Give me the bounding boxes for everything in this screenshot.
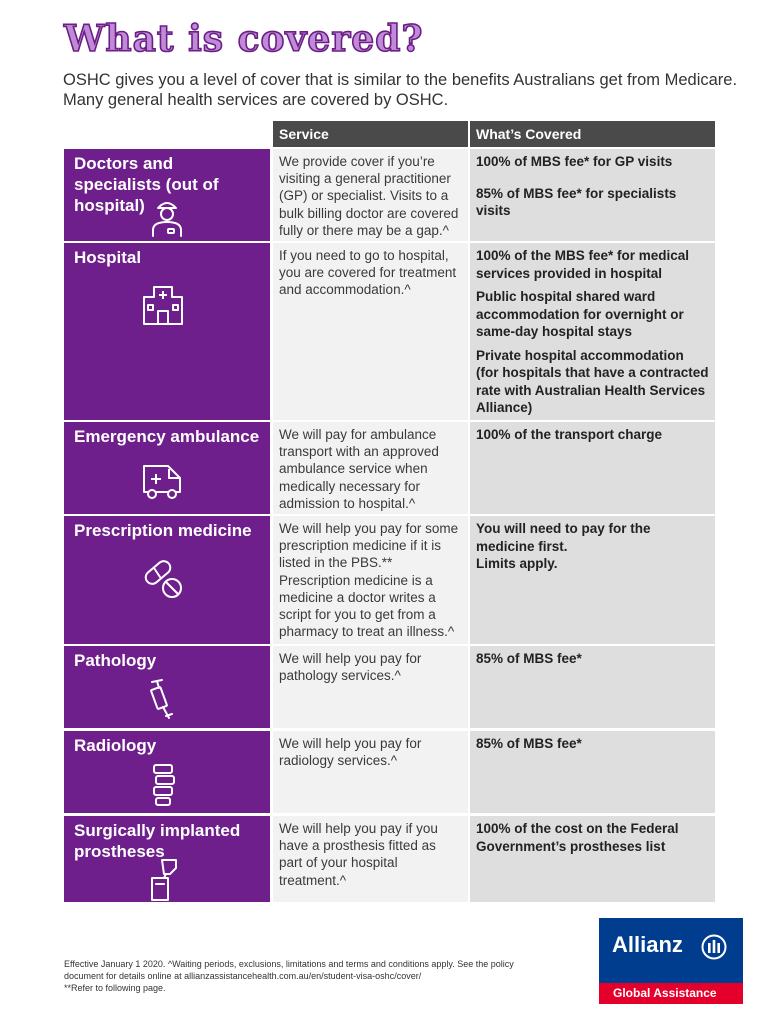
covered-item: You will need to pay for the medicine first. bbox=[476, 521, 651, 554]
service-cell: We will help you pay for radiology services.^ bbox=[273, 731, 468, 813]
covered-item: Private hospital accommodation (for hospitals that have a contracted rate with Australian Health Services Alliance) bbox=[476, 347, 709, 415]
intro-line-1: OSHC gives you a level of cover that is similar to the benefits Australians get from Medicare. bbox=[63, 71, 738, 89]
table-row bbox=[64, 149, 715, 241]
covered-item: 85% of MBS fee* bbox=[476, 651, 582, 666]
intro-line-2: Many general health services are covered by OSHC. bbox=[63, 91, 449, 109]
category-surgically-implanted-prostheses: Surgically implanted prostheses bbox=[74, 821, 241, 861]
category-cell bbox=[64, 731, 270, 813]
covered-cell bbox=[470, 243, 715, 420]
covered-cell bbox=[470, 731, 715, 813]
logo-tagline: Global Assistance bbox=[599, 983, 743, 1004]
allianz-eagle-icon bbox=[701, 934, 727, 960]
logo-name: Allianz bbox=[612, 932, 683, 957]
category-cell bbox=[64, 816, 270, 902]
covered-item: 100% of MBS fee* for GP visits bbox=[476, 154, 673, 169]
category-prescription-medicine: Prescription medicine bbox=[74, 521, 252, 540]
covered-item: 85% of MBS fee* bbox=[476, 736, 582, 751]
covered-cell bbox=[470, 422, 715, 514]
category-cell bbox=[64, 149, 270, 241]
category-cell bbox=[64, 516, 270, 644]
covered-item: 100% of the cost on the Federal Government’s prostheses list bbox=[476, 821, 679, 854]
category-cell bbox=[64, 243, 270, 420]
category-radiology: Radiology bbox=[74, 736, 157, 755]
doctor-icon bbox=[144, 193, 190, 239]
covered-cell bbox=[470, 816, 715, 902]
category-cell bbox=[64, 422, 270, 514]
covered-item: Public hospital shared ward accommodation for overnight or same-day hospital stays bbox=[476, 289, 684, 339]
service-cell: We will help you pay for pathology services.^ bbox=[273, 646, 468, 728]
syringe-icon bbox=[142, 676, 188, 722]
footnote-line-2: **Refer to following page. bbox=[64, 983, 166, 993]
covered-cell bbox=[470, 646, 715, 728]
covered-item: 100% of the transport charge bbox=[476, 427, 663, 442]
table-row bbox=[64, 243, 715, 420]
footnote-line-1: Effective January 1 2020. ^Waiting periods, exclusions, limitations and terms and conditions apply. See the policy document for details online at allianzassistancehealth.com.au/en/student-visa-oshc/cover/ bbox=[64, 959, 514, 981]
header-service: Service bbox=[273, 121, 468, 147]
table-row bbox=[64, 646, 715, 728]
category-hospital: Hospital bbox=[74, 248, 142, 267]
category-emergency-ambulance: Emergency ambulance bbox=[74, 427, 260, 446]
service-cell: We provide cover if you’re visiting a general practitioner (GP) or specialist. Visits to a bulk billing doctor are covered fully or there may be a gap.^ bbox=[273, 149, 468, 241]
service-cell: We will help you pay for some prescription medicine if it is listed in the PBS.** Prescription medicine is a medicine a doctor writes a script for you to get from a pharmacy to treat an illness.^ bbox=[273, 516, 468, 644]
ambulance-icon bbox=[140, 456, 186, 502]
intro-text bbox=[63, 70, 743, 110]
category-cell bbox=[64, 646, 270, 728]
covered-cell bbox=[470, 149, 715, 241]
covered-item: 85% of MBS fee* for specialists visits bbox=[476, 185, 677, 218]
service-cell: We will pay for ambulance transport with an approved ambulance service when medically necessary for admission to hospital.^ bbox=[273, 422, 468, 514]
pills-icon bbox=[140, 556, 186, 602]
service-cell: If you need to go to hospital, you are covered for treatment and accommodation.^ bbox=[273, 243, 468, 420]
table-row bbox=[64, 731, 715, 813]
category-doctors: Doctors and specialists (out of hospital) bbox=[74, 154, 219, 215]
hospital-icon bbox=[140, 281, 186, 327]
service-cell: We will help you pay if you have a prosthesis fitted as part of your hospital treatment.^ bbox=[273, 816, 468, 902]
allianz-logo bbox=[599, 918, 743, 1004]
prosthesis-icon bbox=[144, 856, 190, 902]
spine-icon bbox=[142, 761, 188, 807]
covered-item: 100% of the MBS fee* for medical services provided in hospital bbox=[476, 248, 690, 281]
table-row bbox=[64, 816, 715, 902]
header-whats-covered: What’s Covered bbox=[470, 121, 715, 147]
covered-cell bbox=[470, 516, 715, 644]
table-row bbox=[64, 516, 715, 644]
table-row bbox=[64, 422, 715, 514]
covered-item: Limits apply. bbox=[476, 556, 558, 571]
page-title: What is covered? bbox=[64, 18, 424, 60]
footnote bbox=[64, 958, 534, 994]
category-pathology: Pathology bbox=[74, 651, 157, 670]
